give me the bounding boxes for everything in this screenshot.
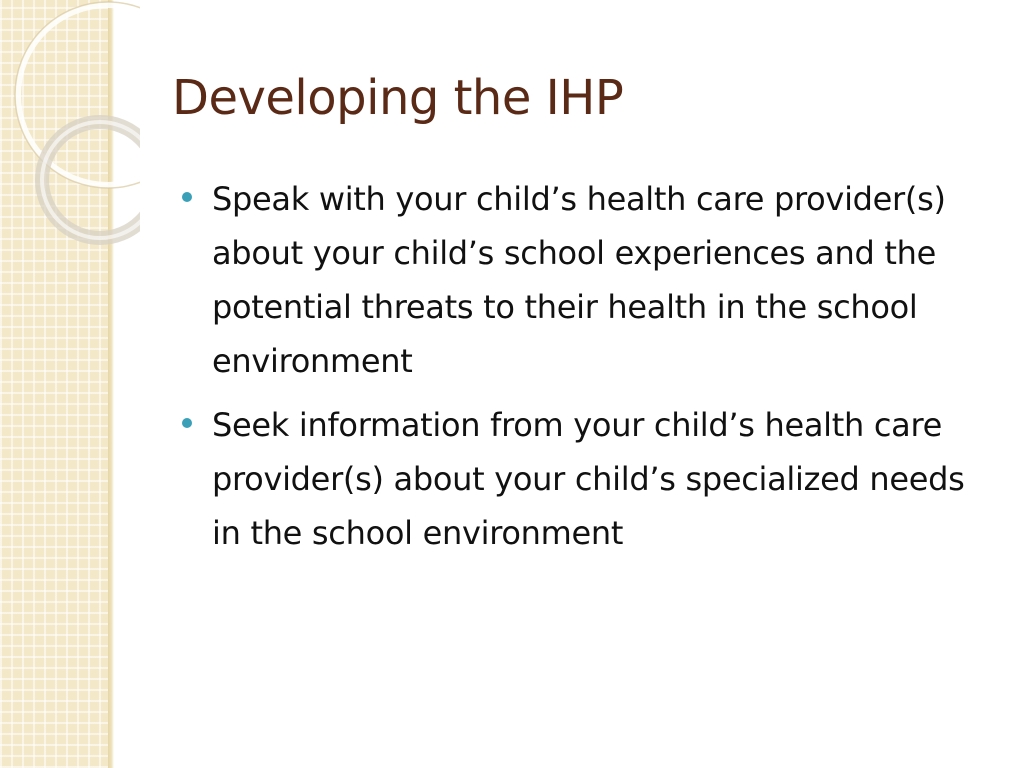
bullet-list — [178, 172, 988, 570]
bullet-dot-icon — [182, 192, 192, 202]
bullet-dot-icon — [182, 418, 192, 428]
ring-large — [18, 5, 140, 185]
ring-small-highlight — [42, 122, 140, 238]
bullet-item — [178, 398, 988, 560]
bullet-text: Speak with your child’s health care provider(s) about your child’s school experiences and the potential threats to their health in the school environment — [212, 180, 946, 380]
ring-large-shadow — [15, 2, 140, 188]
bullet-text: Seek information from your child’s health care provider(s) about your child’s specialized needs in the school environment — [212, 406, 965, 552]
slide-title: Developing the IHP — [172, 70, 624, 126]
decorative-rings — [0, 0, 140, 260]
bullet-item — [178, 172, 988, 388]
